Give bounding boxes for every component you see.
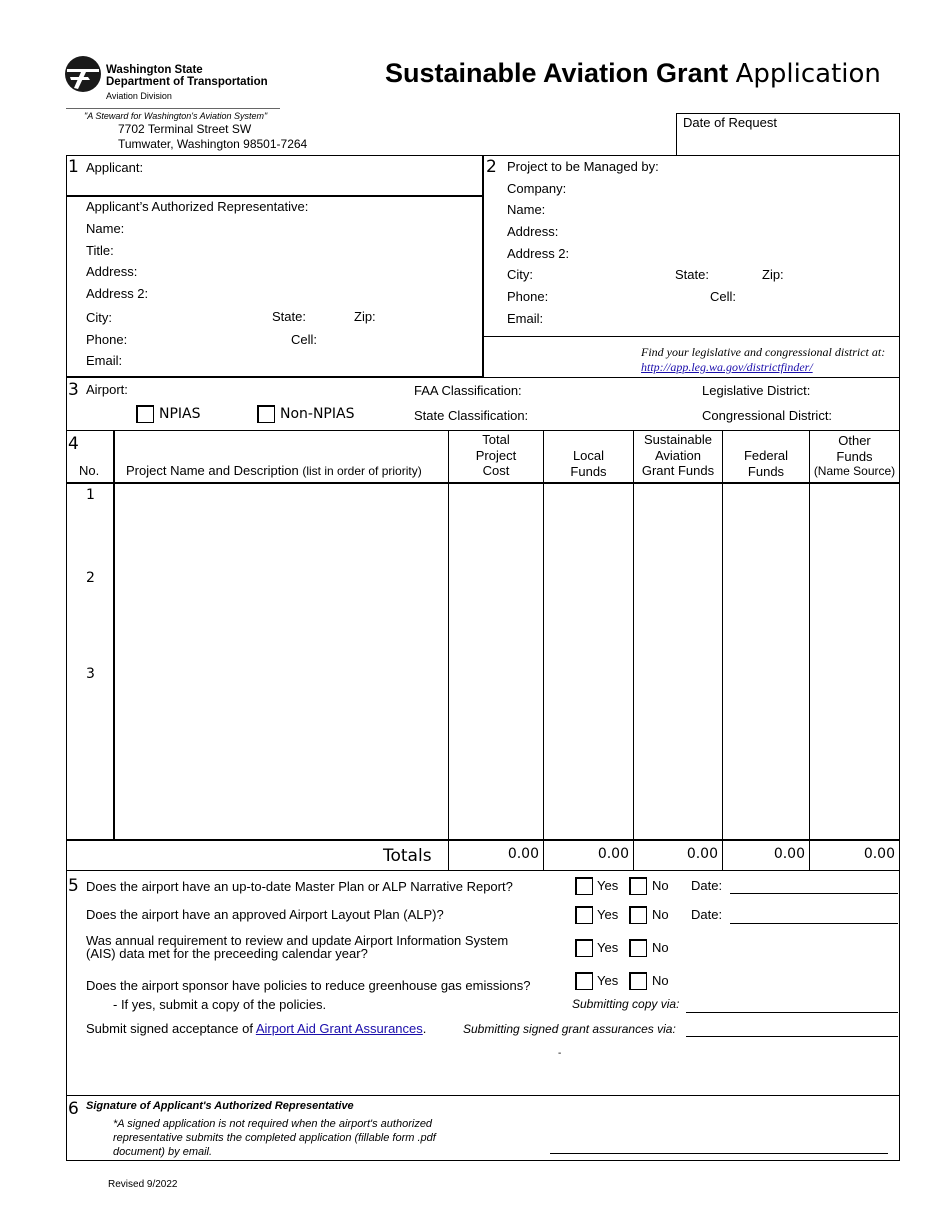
row-number-1: 1 bbox=[86, 487, 95, 503]
page-title bbox=[385, 58, 881, 89]
state-classification-field[interactable]: State Classification: bbox=[414, 408, 529, 423]
signature-note bbox=[113, 1117, 436, 1159]
rep-address2-field[interactable]: Address 2: bbox=[86, 286, 149, 301]
grant-assurances-link[interactable]: Airport Aid Grant Assurances bbox=[255, 1021, 423, 1036]
col-header-federal-l1: Federal bbox=[743, 448, 789, 463]
q1-date-input[interactable] bbox=[730, 893, 898, 894]
s1-bottom bbox=[66, 376, 483, 378]
signature-heading: Signature of Applicant's Authorized Representative bbox=[86, 1100, 354, 1112]
col-header-total-l3: Cost bbox=[482, 463, 510, 478]
q4-yes-checkbox[interactable] bbox=[575, 972, 593, 990]
rep-address-field[interactable]: Address: bbox=[86, 264, 138, 279]
mgr-zip-field[interactable]: Zip: bbox=[762, 267, 784, 282]
submit-assurances-prefix: Submit signed acceptance of bbox=[86, 1021, 253, 1036]
address-line2: Tumwater, Washington 98501-7264 bbox=[118, 137, 308, 151]
submit-assurances-period: . bbox=[422, 1021, 427, 1036]
col-header-project-note: (list in order of priority) bbox=[302, 464, 422, 478]
submitting-assurances-text: Submitting signed grant assurances via bbox=[463, 1022, 673, 1036]
rep-title-field[interactable]: Title: bbox=[86, 243, 114, 258]
q2-no-label: No bbox=[652, 907, 669, 922]
s2-divider bbox=[483, 336, 900, 337]
col-header-local-l2: Funds bbox=[570, 463, 607, 479]
s1-s2-divider bbox=[482, 155, 484, 377]
district-note: Find your legislative and congressional district at: bbox=[641, 345, 886, 359]
mgr-phone-field[interactable]: Phone: bbox=[507, 289, 549, 304]
date-of-request-label: Date of Request bbox=[683, 115, 777, 130]
district-finder-link-text[interactable]: http://app.leg.wa.gov/districtfinder/ bbox=[641, 360, 813, 374]
total-federal-funds-value: 0.00 bbox=[773, 846, 805, 862]
q2-yes-checkbox[interactable] bbox=[575, 906, 593, 924]
col-header-local bbox=[544, 448, 633, 479]
applicant-field[interactable]: Applicant: bbox=[86, 160, 144, 175]
question-alp: Does the airport have an approved Airport Layout Plan (ALP)? bbox=[86, 907, 444, 922]
submitting-assurances-input[interactable] bbox=[686, 1036, 898, 1037]
non-npias-label: Non-NPIAS bbox=[280, 406, 355, 422]
rep-state-field[interactable]: State: bbox=[272, 309, 306, 324]
npias-label: NPIAS bbox=[159, 406, 201, 422]
col-header-sag-l1: Sustainable bbox=[644, 432, 712, 447]
npias-checkbox[interactable] bbox=[136, 405, 154, 423]
org-name-line1: Washington State bbox=[106, 64, 203, 76]
col-header-total-l2: Project bbox=[475, 447, 517, 463]
motto: "A Steward for Washington's Aviation System" bbox=[84, 111, 268, 121]
wsdot-logo-icon bbox=[64, 55, 102, 93]
frame-right bbox=[899, 113, 900, 1161]
mgr-cell-field[interactable]: Cell: bbox=[710, 289, 737, 304]
row-number-2: 2 bbox=[86, 570, 95, 586]
mgr-state-field[interactable]: State: bbox=[675, 267, 709, 282]
revised-date: Revised 9/2022 bbox=[108, 1179, 178, 1190]
row-number-3: 3 bbox=[86, 666, 95, 682]
question-master-plan: Does the airport have an up-to-date Master Plan or ALP Narrative Report? bbox=[86, 879, 513, 894]
submitting-copy-colon: : bbox=[676, 997, 680, 1011]
col-header-other-l2: Funds bbox=[836, 448, 873, 464]
signature-note-line1: *A signed application is not required when the airport's authorized bbox=[113, 1118, 433, 1130]
total-other-funds-value: 0.00 bbox=[863, 846, 895, 862]
q3-yes-label: Yes bbox=[597, 940, 619, 955]
rep-cell-field[interactable]: Cell: bbox=[291, 332, 318, 347]
submitting-copy-label bbox=[572, 997, 679, 1011]
total-project-cost-value: 0.00 bbox=[507, 846, 539, 862]
project-description-field[interactable] bbox=[115, 484, 448, 838]
q2-yes-label: Yes bbox=[597, 907, 619, 922]
congressional-district-field[interactable]: Congressional District: bbox=[702, 408, 833, 423]
q4-no-label: No bbox=[652, 973, 669, 988]
col-header-sag-l2: Aviation bbox=[654, 447, 701, 463]
section-4-number: 4 bbox=[68, 434, 79, 454]
rep-heading: Applicant’s Authorized Representative: bbox=[86, 199, 309, 214]
address-line1: 7702 Terminal Street SW bbox=[118, 122, 252, 136]
date-of-request-box[interactable] bbox=[676, 113, 900, 156]
submit-assurances-text bbox=[86, 1021, 426, 1036]
q1-yes-label: Yes bbox=[597, 878, 619, 893]
signature-note-line2: representative submits the completed application (fillable form .pdf bbox=[113, 1132, 436, 1144]
col-line-total bbox=[543, 430, 544, 871]
question-ghg-sub: - If yes, submit a copy of the policies. bbox=[113, 997, 327, 1012]
table-body-bottom bbox=[66, 839, 900, 841]
rep-zip-field[interactable]: Zip: bbox=[354, 309, 376, 324]
frame-bottom bbox=[66, 1160, 900, 1161]
mgr-email-field[interactable]: Email: bbox=[507, 311, 544, 326]
col-header-federal-l2: Funds bbox=[747, 463, 785, 479]
rep-phone-field[interactable]: Phone: bbox=[86, 332, 128, 347]
title-light: Application bbox=[735, 59, 881, 89]
q1-yes-checkbox[interactable] bbox=[575, 877, 593, 895]
submitting-copy-text: Submitting copy via bbox=[572, 997, 677, 1011]
section-2-number: 2 bbox=[486, 157, 497, 177]
stray-dash: - bbox=[558, 1048, 562, 1059]
col-header-sag bbox=[634, 432, 722, 479]
q3-no-label: No bbox=[652, 940, 669, 955]
q4-no-checkbox[interactable] bbox=[629, 972, 647, 990]
rep-city-field[interactable]: City: bbox=[86, 310, 112, 325]
district-finder-link[interactable] bbox=[641, 360, 813, 375]
org-name-line2: Department of Transportation bbox=[106, 76, 268, 88]
mgr-name-field[interactable]: Name: bbox=[507, 202, 546, 217]
frame-left bbox=[66, 155, 67, 1161]
q1-date-label: Date: bbox=[691, 878, 723, 893]
section-6-number: 6 bbox=[68, 1099, 79, 1119]
q4-yes-label: Yes bbox=[597, 973, 619, 988]
section-3-number: 3 bbox=[68, 380, 79, 400]
signature-note-line3: document) by email. bbox=[113, 1146, 213, 1158]
col-line-sag bbox=[722, 430, 723, 871]
signature-input[interactable] bbox=[550, 1153, 888, 1154]
col-header-local-l1: Local bbox=[572, 448, 605, 463]
q3-no-checkbox[interactable] bbox=[629, 939, 647, 957]
total-sag-funds-value: 0.00 bbox=[686, 846, 718, 862]
col-header-other-note: (Name Source) bbox=[813, 464, 896, 478]
q3-yes-checkbox[interactable] bbox=[575, 939, 593, 957]
mgr-company-field[interactable]: Company: bbox=[507, 181, 567, 196]
total-local-funds-value: 0.00 bbox=[597, 846, 629, 862]
faa-classification-field[interactable]: FAA Classification: bbox=[414, 383, 522, 398]
col-line-local bbox=[633, 430, 634, 871]
s2-bottom bbox=[483, 377, 900, 378]
question-ais-line2: (AIS) data met for the preceeding calendar year? bbox=[86, 946, 368, 961]
col-header-sag-l3: Grant Funds bbox=[641, 463, 715, 478]
col-header-total bbox=[449, 432, 543, 479]
rep-name-field[interactable]: Name: bbox=[86, 221, 125, 236]
title-bold: Sustainable Aviation Grant bbox=[385, 58, 729, 88]
logo-divider bbox=[66, 108, 280, 109]
col-header-other-l1: Other bbox=[838, 433, 871, 448]
col-header-federal bbox=[723, 448, 809, 479]
mgr-address-field[interactable]: Address: bbox=[507, 224, 559, 239]
q1-no-label: No bbox=[652, 878, 669, 893]
airport-field[interactable]: Airport: bbox=[86, 382, 128, 397]
q2-no-checkbox[interactable] bbox=[629, 906, 647, 924]
non-npias-checkbox[interactable] bbox=[257, 405, 275, 423]
table-top bbox=[66, 430, 900, 431]
mgr-address2-field[interactable]: Address 2: bbox=[507, 246, 570, 261]
q2-date-label: Date: bbox=[691, 907, 723, 922]
submitting-assurances-label bbox=[463, 1022, 676, 1036]
question-ghg: Does the airport sponsor have policies to reduce greenhouse gas emissions? bbox=[86, 978, 531, 993]
col-header-no: No. bbox=[79, 463, 100, 478]
section-5-number: 5 bbox=[68, 876, 79, 896]
legislative-district-field[interactable]: Legislative District: bbox=[702, 383, 811, 398]
rep-email-field[interactable]: Email: bbox=[86, 353, 123, 368]
question-ais-line1: Was annual requirement to review and update Airport Information System bbox=[86, 933, 509, 948]
division-name: Aviation Division bbox=[106, 91, 172, 101]
col-header-total-l1: Total bbox=[482, 432, 510, 447]
managed-by-heading: Project to be Managed by: bbox=[507, 159, 659, 174]
col-header-project bbox=[126, 463, 422, 478]
section-6-top bbox=[66, 1095, 900, 1096]
submitting-assurances-colon: : bbox=[672, 1022, 676, 1036]
q2-date-input[interactable] bbox=[730, 923, 898, 924]
s1-applicant-divider bbox=[66, 195, 483, 197]
col-line-project bbox=[448, 430, 449, 871]
section-1-number: 1 bbox=[68, 157, 79, 177]
col-header-project-label: Project Name and Description bbox=[126, 463, 299, 478]
totals-label: Totals bbox=[383, 846, 432, 866]
col-header-other bbox=[810, 433, 899, 480]
submitting-copy-input[interactable] bbox=[686, 1012, 898, 1013]
col-line-federal bbox=[809, 430, 810, 871]
q1-no-checkbox[interactable] bbox=[629, 877, 647, 895]
totals-bottom bbox=[66, 870, 900, 871]
question-ais bbox=[86, 934, 508, 960]
wsdot-logo bbox=[64, 53, 284, 103]
mgr-city-field[interactable]: City: bbox=[507, 267, 533, 282]
